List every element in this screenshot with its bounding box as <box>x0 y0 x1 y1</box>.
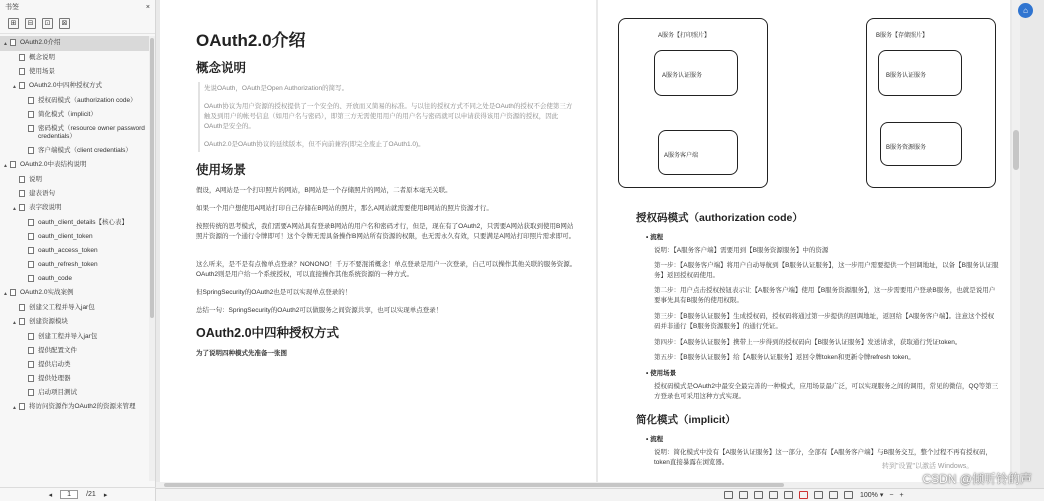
bookmark-page-icon <box>19 176 25 183</box>
bookmark-item[interactable] <box>0 258 149 272</box>
usage-heading: 使用场景 <box>196 163 247 177</box>
sidebar-scroll-thumb[interactable] <box>150 38 154 318</box>
bookmark-item[interactable] <box>0 122 149 144</box>
collapse-all-icon[interactable]: ⊟ <box>25 18 36 29</box>
expand-toggle-icon[interactable] <box>12 68 19 69</box>
bookmark-item[interactable] <box>0 187 149 201</box>
bookmark-page-icon <box>19 204 25 211</box>
four-modes-note: 为了说明四种模式先准备一张图 <box>196 350 287 357</box>
sidebar-title: 书签 <box>5 4 19 11</box>
service-a-auth-label: A服务认证服务 <box>662 73 703 79</box>
bookmark-item[interactable] <box>0 79 149 94</box>
bookmark-item[interactable] <box>0 400 149 415</box>
expand-toggle-icon[interactable] <box>21 111 28 112</box>
bookmark-item[interactable] <box>0 330 149 344</box>
book-mode-icon[interactable] <box>784 491 793 499</box>
usage-paragraph-5: 但SpringSecurity的OAuth2也是可以实现单点登录的！ <box>196 289 352 296</box>
bookmark-label: OAuth2.0中四种授权方式 <box>29 82 102 89</box>
bookmark-label: 客户端模式（client credentials） <box>38 147 132 154</box>
concept-heading: 概念说明 <box>196 61 247 75</box>
assistant-float-icon[interactable]: ⌂ <box>1018 3 1033 18</box>
expand-toggle-icon[interactable] <box>21 247 28 248</box>
concept-paragraph-1: 先说OAuth，OAuth是Open Authorization的简写。 <box>204 85 349 92</box>
service-b-res-label: B服务资源服务 <box>886 145 927 151</box>
bookmark-item[interactable] <box>0 301 149 315</box>
zoom-out-icon[interactable]: − <box>889 491 894 499</box>
service-a-title: A服务【打印照片】 <box>658 33 711 39</box>
zoom-level[interactable]: 100% <box>860 491 878 499</box>
bookmark-label: oauth_access_token <box>38 247 98 254</box>
vertical-scrollbar[interactable] <box>1012 0 1020 482</box>
bookmark-item[interactable] <box>0 358 149 372</box>
sidebar-scrollbar[interactable] <box>149 36 155 481</box>
status-bar <box>156 488 1044 501</box>
windows-activate-notice: 转到"设置"以激活 Windows。 <box>882 463 974 470</box>
bookmark-label: 创建资源模块 <box>29 318 68 325</box>
bookmark-label: 使用场景 <box>29 68 55 75</box>
usage-paragraph-4: 这么听来，是不是有点像单点登录？NONONO！千万不要混淆概念！单点登录是用户一次登录，自己可以操作其他关联的服务资源。OAuth2则是用户给一个系统授权，可以直接操作其他系统资源的一种方式。 <box>196 261 577 278</box>
bookmark-label: OAuth2.0介绍 <box>20 39 61 46</box>
implicit-heading: 简化模式（implicit） <box>636 414 736 426</box>
bookmark-label: 创建父工程并导入jar包 <box>29 304 95 311</box>
expand-toggle-icon[interactable] <box>21 97 28 98</box>
expand-toggle-icon[interactable] <box>21 275 28 276</box>
bookmark-page-icon <box>19 403 25 410</box>
bookmark-label: 创建工程并导入jar包 <box>38 333 98 340</box>
bookmark-label: 启动项目测试 <box>38 389 77 396</box>
bookmark-item[interactable] <box>0 272 149 286</box>
document-page-1 <box>160 0 596 482</box>
zoom-dropdown-icon[interactable]: ▾ <box>879 492 884 499</box>
bookmark-page-icon <box>28 233 34 240</box>
add-bookmark-icon[interactable]: ⊡ <box>42 18 53 29</box>
bookmark-item[interactable] <box>0 315 149 330</box>
sidebar-toolbar <box>0 14 155 34</box>
usage-paragraph-2: 如果一个用户想使用A网站打印自己存储在B网站的照片，那么A网站就需要使用B网站的照片资源才行。 <box>196 205 493 212</box>
sidebar-header <box>0 0 155 14</box>
expand-toggle-icon[interactable] <box>12 190 19 191</box>
bookmark-page-icon <box>28 147 34 154</box>
usage-paragraph-1: 假设，A网站是一个打印照片的网站，B网站是一个存储照片的网站，二者原本毫无关联。 <box>196 187 452 194</box>
bookmark-label: oauth_code <box>38 275 72 282</box>
service-a-client-label: A服务客户端 <box>664 153 699 159</box>
page-navigator <box>0 487 156 501</box>
expand-toggle-icon[interactable] <box>21 347 28 348</box>
fit-page-icon[interactable] <box>829 491 838 499</box>
single-page-icon[interactable] <box>739 491 748 499</box>
step-5: 第五步：【B服务认证服务】给【A服务认证服务】返回令牌token和更新令牌refresh token。 <box>654 354 915 361</box>
expand-toggle-icon[interactable] <box>21 375 28 376</box>
bookmark-label: OAuth2.0中表结构说明 <box>20 161 87 168</box>
bookmark-page-icon <box>10 161 16 168</box>
bookmark-label: 密码模式（resource owner password credentials） <box>38 125 145 140</box>
doc-title: OAuth2.0介绍 <box>196 31 306 50</box>
bookmark-label: oauth_client_details【核心表】 <box>38 219 128 226</box>
bookmark-item[interactable] <box>0 386 149 400</box>
expand-toggle-icon[interactable]: ▲ <box>3 291 8 297</box>
bookmark-page-icon <box>28 347 34 354</box>
prev-page-icon[interactable]: ◂ <box>48 491 53 499</box>
horizontal-scroll-thumb[interactable] <box>164 483 784 487</box>
expand-toggle-icon[interactable]: ▲ <box>12 206 17 212</box>
flow2-bullet: • 流程 <box>646 436 664 443</box>
expand-toggle-icon[interactable]: ▲ <box>12 320 17 326</box>
expand-toggle-icon[interactable] <box>21 333 28 334</box>
expand-toggle-icon[interactable]: ▲ <box>3 41 8 47</box>
bookmark-item[interactable] <box>0 144 149 158</box>
blockquote-bar <box>198 82 200 152</box>
expand-toggle-icon[interactable] <box>12 176 19 177</box>
bookmark-item[interactable] <box>0 286 149 301</box>
vertical-scroll-thumb[interactable] <box>1013 130 1019 170</box>
next-page-icon[interactable]: ▸ <box>103 491 108 499</box>
four-modes-heading: OAuth2.0中四种授权方式 <box>196 326 340 340</box>
bookmark-tree <box>0 36 149 481</box>
bookmark-label: 概念说明 <box>29 54 55 61</box>
sidebar-close-icon[interactable]: × <box>145 3 150 11</box>
continuous-icon[interactable] <box>769 491 778 499</box>
play-icon[interactable] <box>799 491 808 499</box>
bookmark-label: 提供处理器 <box>38 375 71 382</box>
bookmark-page-icon <box>10 289 16 296</box>
bookmark-page-icon <box>10 39 16 46</box>
bookmark-page-icon <box>19 54 25 61</box>
bookmark-label: 提供启动类 <box>38 361 71 368</box>
expand-toggle-icon[interactable] <box>21 219 28 220</box>
bookmark-page-icon <box>19 82 25 89</box>
expand-toggle-icon[interactable] <box>21 389 28 390</box>
usage-paragraph-3: 按照传统的思考模式，我们需要A网站具有登录B网站的用户名和密码才行，但是，现在有了OAuth2，只需要A网站获取到使用B网站照片资源的一个通行令牌即可！这个令牌无需具备操作B网站所有资源的权限，也无需永久有效，只要满足A网站打印照片需求即可。 <box>196 223 576 240</box>
page-total: /21 <box>86 491 96 498</box>
expand-toggle-icon[interactable] <box>21 361 28 362</box>
scene-label: 使用场景 <box>650 370 677 377</box>
bookmark-item[interactable] <box>0 65 149 79</box>
bookmark-page-icon <box>28 261 34 268</box>
bookmark-label: 建表语句 <box>29 190 55 197</box>
bookmark-sidebar <box>0 0 156 501</box>
expand-toggle-icon[interactable]: ▲ <box>12 405 17 411</box>
bookmark-page-icon <box>28 275 34 282</box>
expand-toggle-icon[interactable]: ▲ <box>12 84 17 90</box>
bookmark-label: oauth_refresh_token <box>38 261 98 268</box>
bookmark-page-icon <box>19 304 25 311</box>
bookmark-page-icon <box>19 318 25 325</box>
step-1: 第一步：【A服务客户端】将用户自动导航到【B服务认证服务】，这一步用户需要提供一个回调地址，以备【B服务认证服务】返回授权码使用。 <box>654 262 999 279</box>
bookmark-item[interactable] <box>0 51 149 65</box>
expand-toggle-icon[interactable] <box>21 125 28 126</box>
step-2: 第二步：用户点击授权按钮表示让【A服务客户端】使用【B服务资源服务】，这一步需要用户登录B服务，也就是说用户要事先具有B服务的使用权限。 <box>654 287 996 304</box>
bookmark-item[interactable] <box>0 108 149 122</box>
bookmark-page-icon <box>28 111 34 118</box>
zoom-in-icon[interactable]: + <box>899 491 904 499</box>
flow-label: 流程 <box>650 234 664 241</box>
expand-toggle-icon[interactable] <box>21 147 28 148</box>
double-page-icon[interactable] <box>754 491 763 499</box>
bookmark-page-icon <box>28 333 34 340</box>
auth-code-heading: 授权码模式（authorization code） <box>636 212 803 224</box>
bookmark-item[interactable] <box>0 173 149 187</box>
scene-bullet: • 使用场景 <box>646 370 677 377</box>
bookmark-item[interactable] <box>0 94 149 108</box>
read-mode-icon[interactable] <box>724 491 733 499</box>
bookmark-page-icon <box>28 247 34 254</box>
bookmark-label: 将访问资源作为OAuth2的资源来管理 <box>29 403 136 410</box>
document-page-2 <box>598 0 1010 482</box>
service-b-auth-label: B服务认证服务 <box>886 73 927 79</box>
bookmark-label: 简化模式（implicit） <box>38 111 97 118</box>
bookmark-label: 说明 <box>29 176 42 183</box>
bookmark-item[interactable] <box>0 36 149 51</box>
usage-paragraph-6: 总结一句：SpringSecurity的OAuth2可以做服务之间资源共享，也可以实现单点登录！ <box>196 307 443 314</box>
bookmark-page-icon <box>28 97 34 104</box>
bookmark-label: OAuth2.0实战案例 <box>20 289 74 296</box>
bookmark-item[interactable] <box>0 244 149 258</box>
flow-bullet: • 流程 <box>646 234 664 241</box>
bookmark-page-icon <box>28 125 34 132</box>
scene-desc: 授权码模式是OAuth2中最安全最完善的一种模式，应用场景最广泛，可以实现服务之间的调用，常见的微信，QQ等第三方登录也可采用这种方式实现。 <box>654 383 999 400</box>
bookmark-item[interactable] <box>0 372 149 386</box>
fit-width-icon[interactable] <box>814 491 823 499</box>
delete-bookmark-icon[interactable]: ⊠ <box>59 18 70 29</box>
bookmark-page-icon <box>19 68 25 75</box>
expand-toggle-icon[interactable] <box>21 261 28 262</box>
bookmark-item[interactable] <box>0 216 149 230</box>
concept-paragraph-2: OAuth协议为用户资源的授权提供了一个安全的、开放而又简易的标准。与以往的授权方式不同之处是OAuth的授权不会使第三方触及到用户的帐号信息（如用户名与密码），即第三方无需使用用户的用户名与密码就可以申请获得该用户资源的授权，因此OAuth是安全的。 <box>204 103 573 130</box>
step-4: 第四步：【A服务认证服务】携带上一步得到的授权码向【B服务认证服务】发送请求，获取通行凭证token。 <box>654 339 962 346</box>
flow-desc: 说明：【A服务客户端】需要用到【B服务资源服务】中的资源 <box>654 247 829 254</box>
bookmark-page-icon <box>28 219 34 226</box>
bookmark-page-icon <box>19 190 25 197</box>
expand-toggle-icon[interactable] <box>21 233 28 234</box>
bookmark-item[interactable] <box>0 230 149 244</box>
bookmark-page-icon <box>28 361 34 368</box>
bookmark-item[interactable] <box>0 158 149 173</box>
expand-toggle-icon[interactable]: ▲ <box>3 163 8 169</box>
bookmark-page-icon <box>28 375 34 382</box>
bookmark-label: 表字段说明 <box>29 204 62 211</box>
expand-toggle-icon[interactable] <box>12 304 19 305</box>
csdn-watermark: CSDN @倾听铃的声 <box>922 472 1032 486</box>
bookmark-label: 授权码模式（authorization code） <box>38 97 137 104</box>
bookmark-item[interactable] <box>0 201 149 216</box>
expand-toggle-icon[interactable] <box>12 54 19 55</box>
bookmark-item[interactable] <box>0 344 149 358</box>
expand-all-icon[interactable]: ⊞ <box>8 18 19 29</box>
concept-paragraph-3: OAuth2.0是OAuth协议的延续版本，但不向前兼容(即完全废止了OAuth1.0)。 <box>204 141 425 148</box>
bookmark-label: 提供配置文件 <box>38 347 77 354</box>
page-number-input[interactable]: 1 <box>60 490 78 499</box>
bookmark-label: oauth_client_token <box>38 233 93 240</box>
flow2-label: 流程 <box>650 436 664 443</box>
flow2-desc: 说明：简化模式中没有【A服务认证服务】这一部分，全部有【A服务客户端】与B服务交互，整个过程不再有授权码，token直接暴露在浏览器。 <box>654 449 993 466</box>
bookmark-page-icon <box>28 389 34 396</box>
actual-size-icon[interactable] <box>844 491 853 499</box>
step-3: 第三步：【B服务认证服务】生成授权码，授权码将通过第一步提供的回调地址，返回给【A服务客户端】。注意这个授权码并非通行【B服务资源服务】的通行凭证。 <box>654 313 995 330</box>
service-b-title: B服务【存储照片】 <box>876 33 929 39</box>
